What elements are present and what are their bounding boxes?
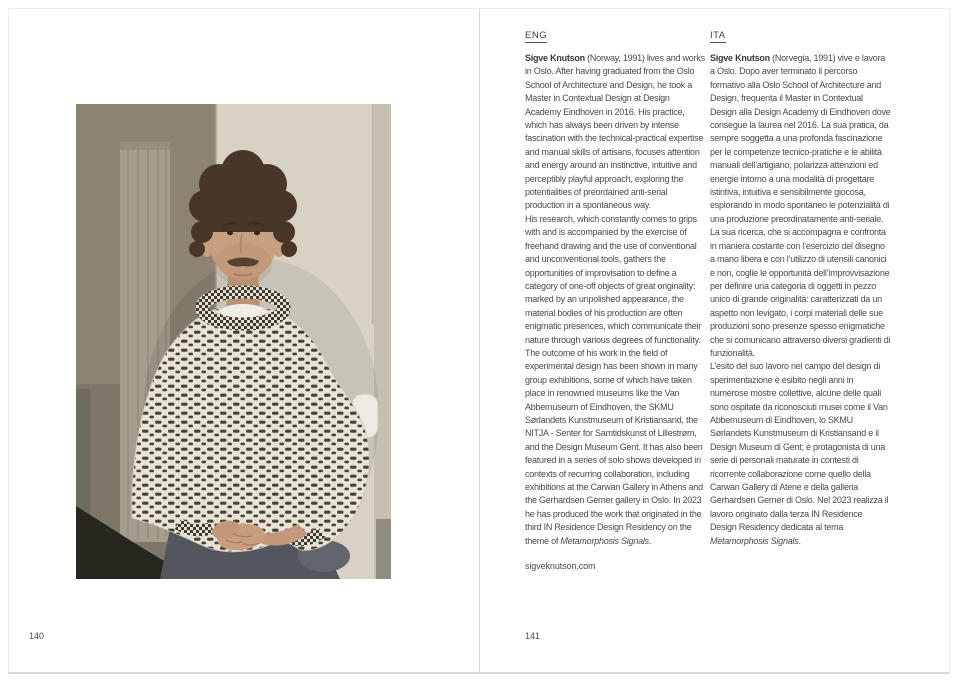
book-spread: [8, 8, 950, 674]
eng-paragraph-1: Sigve Knutson (Norway, 1991) lives and works in Oslo. After having graduated from the Oslo School of Architecture and Design, he took a Master in Contextual Design at Design Academy Eindhoven in 2016. His practice, which has always been driven by intense fascination with the technical-practical expertise and manual skills of artisans, focuses attention and energy around an instinctive, intuitive and perceptibly playful approach, exploring the potentialities of preordained anti-serial production in a spontaneous way.: [525, 53, 705, 211]
eng-heading: ENG: [525, 30, 548, 41]
ita-body: [710, 52, 891, 548]
eng-paragraph-3: The outcome of his work in the field of experimental design has been shown in many group exhibitions, some of which have taken place in renowned museums like the Van Abbemuseum of Eindhoven, the SKMU Sørlandets Kunstmuseum of Kristiansand, the NITJA - Senter for Samtidskunst of Lillestrøm, and the Design Museum Gent. It has also been featured in a series of solo shows developed in contexts of recurring collaboration, including exhibitions at the Carwan Gallery in Athens and the Gerhardsen Gerner gallery in Oslo. In 2023 he has produced the work that originated in the third IN Residence Design Residency on the theme of Metamorphosis Signals.: [525, 347, 703, 546]
eng-artist-name: Sigve Knutson: [525, 53, 585, 63]
page-number-right: 141: [525, 631, 541, 641]
page-left: [9, 9, 480, 672]
artist-website: sigveknutson.com: [525, 561, 596, 571]
ita-work-title: Metamorphosis Signals: [710, 535, 799, 546]
ita-paragraph-1: Sigve Knutson (Norvegia, 1991) vive e lavora a Oslo. Dopo aver terminato il percorso formativo alla Oslo School of Architecture and Design, frequenta il Master in Contextual Design alla Design Academy di Eindhoven dove consegue la laurea nel 2016. La sua pratica, da sempre soggetta a una profonda fascinazione per le competenze tecnico-pratiche e le abilità manuali dell’artigiano, polarizza attenzioni ed energie intorno a una modalità di progettare istintiva, intuitiva e sensibilmente giocosa, esplorando in modo spontaneo le potenzialità di una produzione preordinatamente anti-seriale.: [710, 53, 891, 224]
eng-paragraph-2: His research, which constantly comes to grips with and is accompanied by the exercise of freehand drawing and the use of conventional and unconventional tools, gathers the opportunities of improvisation to define a category of one-off objects of great originality: marked by an unpolished appearance, the material bodies of his production are often enigmatic presences, which communicate their nature through various degrees of functionality.: [525, 213, 702, 345]
portrait-photo-illustration: [76, 104, 391, 579]
eng-body: [525, 52, 706, 548]
page-number-left: 140: [29, 631, 45, 641]
column-ita: [710, 25, 891, 548]
ita-heading: ITA: [710, 30, 726, 41]
page-right: [480, 9, 949, 672]
ita-paragraph-2: La sua ricerca, che si accompagna e confronta in maniera costante con l’esercizio del disegno a mano libera e con l’utilizzo di utensili canonici e non, coglie le opportunità dell’improvvisazione per definire una categoria di oggetti in pezzo unico di grande originalità: caratterizzati da un aspetto non levigato, i corpi materiali delle sue produzioni sono presenze spesso enigmatiche che si comunicano attraverso diversi gradienti di funzionalità.: [710, 227, 891, 358]
eng-work-title: Metamorphosis Signals: [560, 535, 649, 546]
ita-artist-name: Sigve Knutson: [710, 53, 770, 63]
column-eng: [525, 25, 706, 548]
ita-paragraph-3: L’esito del suo lavoro nel campo del design di sperimentazione è esibito negli anni in numerose mostre collettive, alcune delle quali sono ospitate da riconosciuti musei come il Van Abbemuseum di Eindhoven, lo SKMU Sørlandets Kunstmuseum di Kristiansand e il Design Museum di Gent; è protagonista di una serie di personali maturate in contesti di ricorrente collaborazione come quello della Carwan Gallery di Atene e della galleria Gerhardsen Gerner di Oslo. Nel 2023 realizza il lavoro originato dalla terza IN Residence Design Residency dedicata al tema Metamorphosis Signals.: [710, 361, 889, 546]
portrait-photo: [76, 104, 391, 579]
